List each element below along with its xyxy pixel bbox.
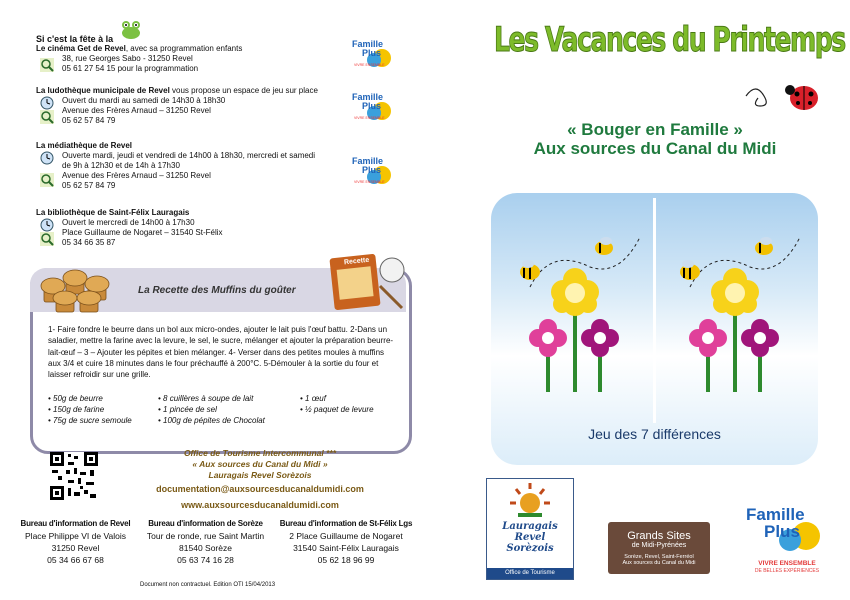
venue-line: 05 62 57 84 79	[62, 116, 116, 125]
office-line2: « Aux sources du Canal du Midi »	[192, 459, 328, 469]
sun-logo-icon	[488, 481, 572, 521]
ladybug-icon	[742, 76, 832, 116]
office-info	[100, 448, 420, 481]
ingredient-item: • 8 cuillères à soupe de lait	[158, 394, 254, 403]
intro-text: Si c'est la fête à la	[36, 34, 114, 44]
ingredient-item: • 100g de pépites de Chocolat	[158, 416, 265, 425]
venue-title: La bibliothèque de Saint-Félix Lauragais	[36, 208, 190, 217]
magnifier-map-icon	[40, 58, 54, 72]
venue-line: 38, rue Georges Sabo - 31250 Revel	[62, 54, 193, 63]
logo1-line3: Sorèzois	[506, 543, 554, 554]
badge-tag: VIVRE ENSEMBLE	[354, 116, 385, 120]
logo3-line3: VIVRE ENSEMBLE	[758, 560, 816, 567]
footer-note: Document non contractuel. Edition OTI 15/04/2013	[140, 582, 276, 588]
ingredient-item: • 1 œuf	[300, 394, 326, 403]
bureau-revel	[8, 518, 143, 566]
office-line1: Office de Tourisme Intercommunal ***	[183, 448, 337, 458]
venue-line: Ouvert le mercredi de 14h00 à 17h30	[62, 218, 195, 227]
lauragais-logo	[486, 478, 574, 580]
bureau-line: 05 63 74 16 28	[177, 555, 234, 565]
logo3-line1: Famille	[746, 505, 805, 524]
ingredients-col1	[48, 393, 132, 426]
venue-ludotheque	[36, 86, 336, 126]
ingredient-item: • 75g de sucre semoule	[48, 416, 132, 425]
venue-line: Place Guillaume de Nogaret – 31540 St-Félix	[62, 228, 223, 237]
logo1-line1: Lauragais	[502, 521, 558, 532]
badge-line2: Plus	[362, 101, 382, 111]
venue-line: 05 34 66 35 87	[62, 238, 116, 247]
muffins-image	[38, 262, 123, 317]
famille-plus-badge	[352, 38, 396, 72]
logo2-line2: de Midi-Pyrénées	[631, 542, 687, 549]
logo2-line3: Sorèze, Revel, Saint-Ferréol	[624, 554, 694, 560]
recipe-steps: 1- Faire fondre le beurre dans un bol aux micro-ondes, ajouter le lait puis l'œuf battu. 2-Dans un saladier, mettre la farine avec la levure, le sel, le sucre, mélanger et ajouter la préparation beurre-lait-œuf – 3 – Ajouter les pépites et bien mélanger. 4- Verser dans des petites moules à muffins aux 3/4 et cuire 18 minutes dans le four préchauffé à 200°C. 5-Démouler à la sortie du four et laisser refroidir sur une grille.	[48, 325, 394, 380]
office-website[interactable]: www.auxsourcesducanaldumidi.com	[181, 500, 339, 510]
game-caption: Jeu des 7 différences	[588, 426, 721, 442]
bureau-line: 2 Place Guillaume de Nogaret	[289, 531, 403, 541]
badge-line2: Plus	[362, 165, 382, 175]
clock-icon	[40, 151, 54, 165]
magnifier-map-icon	[40, 232, 54, 246]
recipe-title: La Recette des Muffins du goûter	[138, 285, 296, 296]
grands-sites-logo	[608, 522, 710, 574]
venue-title: Le cinéma Get de Revel	[36, 44, 126, 53]
badge-line1: Famille	[352, 39, 384, 49]
office-email[interactable]: documentation@auxsourcesducanaldumidi.com	[156, 484, 364, 494]
ingredient-item: • ½ paquet de levure	[300, 405, 374, 414]
ingredient-item: • 1 pincée de sel	[158, 405, 217, 414]
clock-icon	[40, 96, 54, 110]
frog-icon	[120, 18, 142, 40]
subtitle-line2: Aux sources du Canal du Midi	[533, 139, 777, 158]
recipe-card-label: Recette	[343, 256, 370, 267]
venue-line: Avenue des Frères Arnaud – 31250 Revel	[62, 106, 211, 115]
badge-line1: Famille	[352, 92, 384, 102]
venue-line: Avenue des Frères Arnaud – 31250 Revel	[62, 171, 211, 180]
badge-line2: Plus	[362, 48, 382, 58]
logo3-line4: DE BELLES EXPÉRIENCES	[754, 568, 820, 574]
bureau-title: Bureau d'information de Sorèze	[148, 519, 263, 528]
ingredients-col3	[300, 393, 374, 415]
flowers-image-right[interactable]	[660, 232, 810, 402]
bureau-line: 05 62 18 96 99	[317, 555, 375, 565]
logo2-line1: Grands Sites	[627, 530, 691, 542]
magnifier-map-icon	[40, 110, 54, 124]
ingredient-item: • 50g de beurre	[48, 394, 103, 403]
ingredients-col2	[158, 393, 265, 426]
famille-plus-logo	[742, 500, 832, 582]
badge-tag: VIVRE ENSEMBLE	[354, 180, 385, 184]
venue-bibliotheque	[36, 208, 336, 248]
badge-tag: VIVRE ENSEMBLE	[354, 63, 385, 67]
venue-cinema	[36, 44, 336, 74]
famille-plus-badge	[352, 91, 396, 125]
clock-icon	[40, 218, 54, 232]
logo3-line2: Plus	[764, 522, 800, 541]
bureau-line: Tour de ronde, rue Saint Martin	[146, 531, 265, 541]
venue-title-suffix: , avec sa programmation enfants	[125, 44, 243, 53]
bureau-line: 81540 Sorèze	[179, 543, 232, 553]
bureau-soreze	[138, 518, 273, 566]
bureau-title: Bureau d'information de Revel	[20, 519, 131, 528]
venue-line: 05 61 27 54 15 pour la programmation	[62, 64, 199, 73]
venue-line: 05 62 57 84 79	[62, 181, 116, 190]
bureau-line: 31540 Saint-Félix Lauragais	[293, 543, 399, 553]
office-line3: Lauragais Revel Sorèzois	[208, 470, 312, 480]
venue-title: La ludothèque municipale de Revel	[36, 86, 170, 95]
bureau-line: 05 34 66 67 68	[47, 555, 104, 565]
bureau-title: Bureau d'information de St-Félix Lgs	[279, 519, 413, 528]
subtitle	[490, 120, 820, 158]
venue-mediatheque	[36, 141, 346, 191]
bureau-st-felix	[272, 518, 420, 566]
magnifier-map-icon	[40, 173, 54, 187]
panel-divider	[653, 198, 656, 423]
venue-title: La médiathèque de Revel	[36, 141, 133, 150]
logo1-band: Office de Tourisme	[487, 568, 573, 579]
subtitle-line1: « Bouger en Famille »	[567, 120, 743, 139]
venue-line: Ouvert du mardi au samedi de 14h30 à 18h30	[62, 96, 226, 105]
logo2-line4: Aux sources du Canal du Midi	[622, 560, 696, 566]
main-title: Les Vacances du Printemps	[494, 20, 845, 60]
venue-line: Ouverte mardi, jeudi et vendredi de 14h00 à 18h30, mercredi et samedi	[62, 151, 316, 160]
flowers-image-left[interactable]	[500, 232, 650, 402]
qr-code[interactable]	[50, 452, 98, 500]
bureau-line: Place Philippe VI de Valois	[25, 531, 126, 541]
logo1-line2: Revel	[514, 532, 546, 543]
famille-plus-badge	[352, 155, 396, 189]
venue-title-suffix: vous propose un espace de jeu sur place	[169, 86, 318, 95]
badge-line1: Famille	[352, 156, 384, 166]
venue-line: de 9h à 12h30 et de 14h à 17h30	[62, 161, 180, 170]
ingredient-item: • 150g de farine	[48, 405, 105, 414]
bureau-line: 31250 Revel	[51, 543, 100, 553]
